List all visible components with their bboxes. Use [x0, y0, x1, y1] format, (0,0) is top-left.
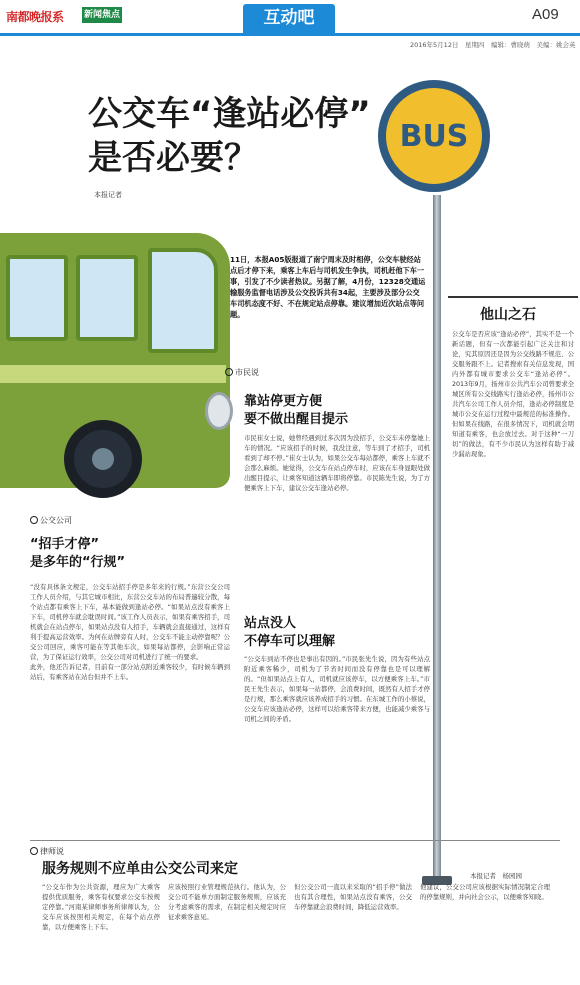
section-tag-citizens: 市民说	[225, 367, 259, 378]
headline-line-1: 公交车“逢站必停”	[88, 94, 371, 134]
headline	[88, 92, 378, 180]
mid-subhead-1-line-1: 靠站停更方便	[244, 394, 323, 409]
section-tag-lawyer: 律师说	[30, 846, 64, 857]
mid-subhead-2-line-2: 不停车可以理解	[244, 634, 336, 649]
left-subhead-line-2: 是多年的“行规”	[30, 555, 126, 570]
bus-window	[6, 255, 68, 341]
bus-stop-pole	[433, 195, 441, 880]
bottom-col-1: “公交车作为公共资源，理应为广大乘客提供优质服务，乘客有权要求公交车按规定停靠。”河南某律师事务所律师认为，公交车应该按照相关规定，在每个站点停靠，以方便乘客上下车。	[42, 883, 160, 931]
paper-name: 南都晚报	[6, 10, 53, 24]
masthead-tag: 新闻焦点	[82, 7, 122, 23]
section-title: 互动吧	[243, 4, 335, 34]
bottom-col-3: 但公交公司一直以来采取的“招手停”做法也有其合理性，如果站点没有乘客，公交车停靠就会浪费时间，降低运营效率。	[294, 883, 412, 911]
page-number: A09	[532, 6, 559, 23]
headline-line-2: 是否必要？	[88, 138, 258, 178]
bottom-title: 服务规则不应单由公交公司来定	[42, 861, 238, 877]
left-body-para-2: 此外，他还告诉记者，目前有一部分站点附近乘客较少，有时候车辆到站后，有乘客站在站台但并不上车。	[30, 663, 230, 681]
bus-wheel-hub	[92, 448, 114, 470]
left-body	[30, 582, 230, 822]
paper-suffix: 系	[52, 10, 64, 24]
mid-subhead-2	[244, 615, 434, 651]
bus-stripe	[0, 365, 226, 383]
newspaper-logo	[6, 8, 64, 25]
bus-headlight-icon	[205, 392, 233, 430]
sidebar-rule	[448, 296, 578, 298]
section-tag-bus-company: 公交公司	[30, 515, 72, 526]
sidebar-body: 公交车是否应该“逢站必停”，其实不是一个新话题，但有一次都能引起广泛关注和讨论，究其原因还是因为公交线路不规范、公交服务跟不上。记者搜索有关信息发现，国内外都有城市要求公交车“逢站必停”。2013年9月，扬州市公共汽车公司曾要求全城区所有公交线路实行逢站必停，扬州市公共汽车公司工作人员介绍，逢站必停制度是城市公交在运行过程中最规范的标准操作。但如果在线路，在很多情况下，司机就会明知道有乘客，也会放过去。对于这种“一刀切”的做法，有不少市民认为这样有助于减少漏站现象。	[452, 331, 574, 458]
mid-body-2: “公交车到站不停也是事出有因的。”市民张先生说，因为有些站点附近乘客稀少，司机为了节省时间而没有停靠也是可以理解的。“但如果站点上有人，司机就应该停车，以方便乘客上车。”市民王先生表示，如果每一站都停，会浪费时间，既然有人招手才停是行规，那么乘客就应该养成招手的习惯。在东城工作的小蔡说，公交车应该逢站必停，这样可以给乘客带来方便，也能减少乘客与司机之间的矛盾。	[244, 655, 430, 723]
mid-body-1: 市民崔女士说，她曾经遇到过多次因为没招手，公交车未停靠她上车的情况。“应该招手的时候，我没注意，等车到了才招手，司机看到了却不停。”崔女士认为，如果公交车每站都停，乘客上车就不会那么麻烦。她觉得，公交车在站点停车时，应该在车身显眼处做出醒目提示，让乘客知道这辆车即将停靠。市民陈先生说，为了方便乘客上下车，建议公交车逢站必停。	[244, 434, 430, 492]
bottom-col-4: 他建议，公交公司应该根据实际情况制定合理的停靠规则，并向社会公示，以便乘客知晓。	[420, 883, 550, 901]
mid-subhead-1	[244, 393, 434, 429]
bus-windshield	[148, 248, 218, 353]
article-intro: 11日，本报A05版报道了南宁周末及时相停，公交车驶经站点后才停下来，乘客上车后与司机发生争执，司机赶他下车一事，引发了不少读者热议。另据了解，4月份，12328交通运输服务监督电话涉及公交投诉共有34起，主要涉及部分公交车司机态度不好、不在规定站点停靠。建议增加近次站点等问题。	[230, 255, 426, 319]
left-subhead	[30, 536, 230, 572]
left-subhead-line-1: “招手才停”	[30, 537, 100, 552]
bus-window	[76, 255, 138, 341]
byline: 本报记者	[94, 191, 122, 199]
sidebar-author: 本报记者 杨园园	[470, 872, 522, 880]
left-body-para-1: “没有具体条文规定，公交车站招手停是多年来的行规。”东营公交公司工作人员介绍，与其它城市相比，东营公交车站的布局普遍较分散，每个站点都有乘客上下车，基本能做到逢站必停。“如果站点没有乘客上下车，司机停车就会耽误时间。”该工作人员表示，如果有乘客招手，司机就会在站点停车，如果站点没有人招手，车辆就会直接通过，这样有利于提高运营效率。为何在站牌旁有人时，公交车不能主动停靠呢？公交公司回应，乘客可能在等其他车次，如果每站都停，会影响正常运营，为了保证运行效率，公交公司对司机进行了统一的要求。	[30, 583, 230, 661]
mid-subhead-1-line-2: 要不做出醒目提示	[244, 412, 349, 427]
mid-subhead-2-line-1: 站点没人	[244, 616, 297, 631]
sidebar-title: 他山之石	[480, 307, 536, 323]
bottom-rule	[30, 840, 560, 841]
dateline: 2016年5月12日 星期四 编辑：曹晓萌 美编：姚会英	[410, 41, 576, 49]
bottom-col-2: 应该按照行业管理规范执行。他认为，公交公司不能单方面制定服务规则，应该充分考虑乘客的需求，在制定相关规定时应征求乘客意见。	[168, 883, 286, 921]
bus-sign-text: BUS	[399, 119, 469, 154]
